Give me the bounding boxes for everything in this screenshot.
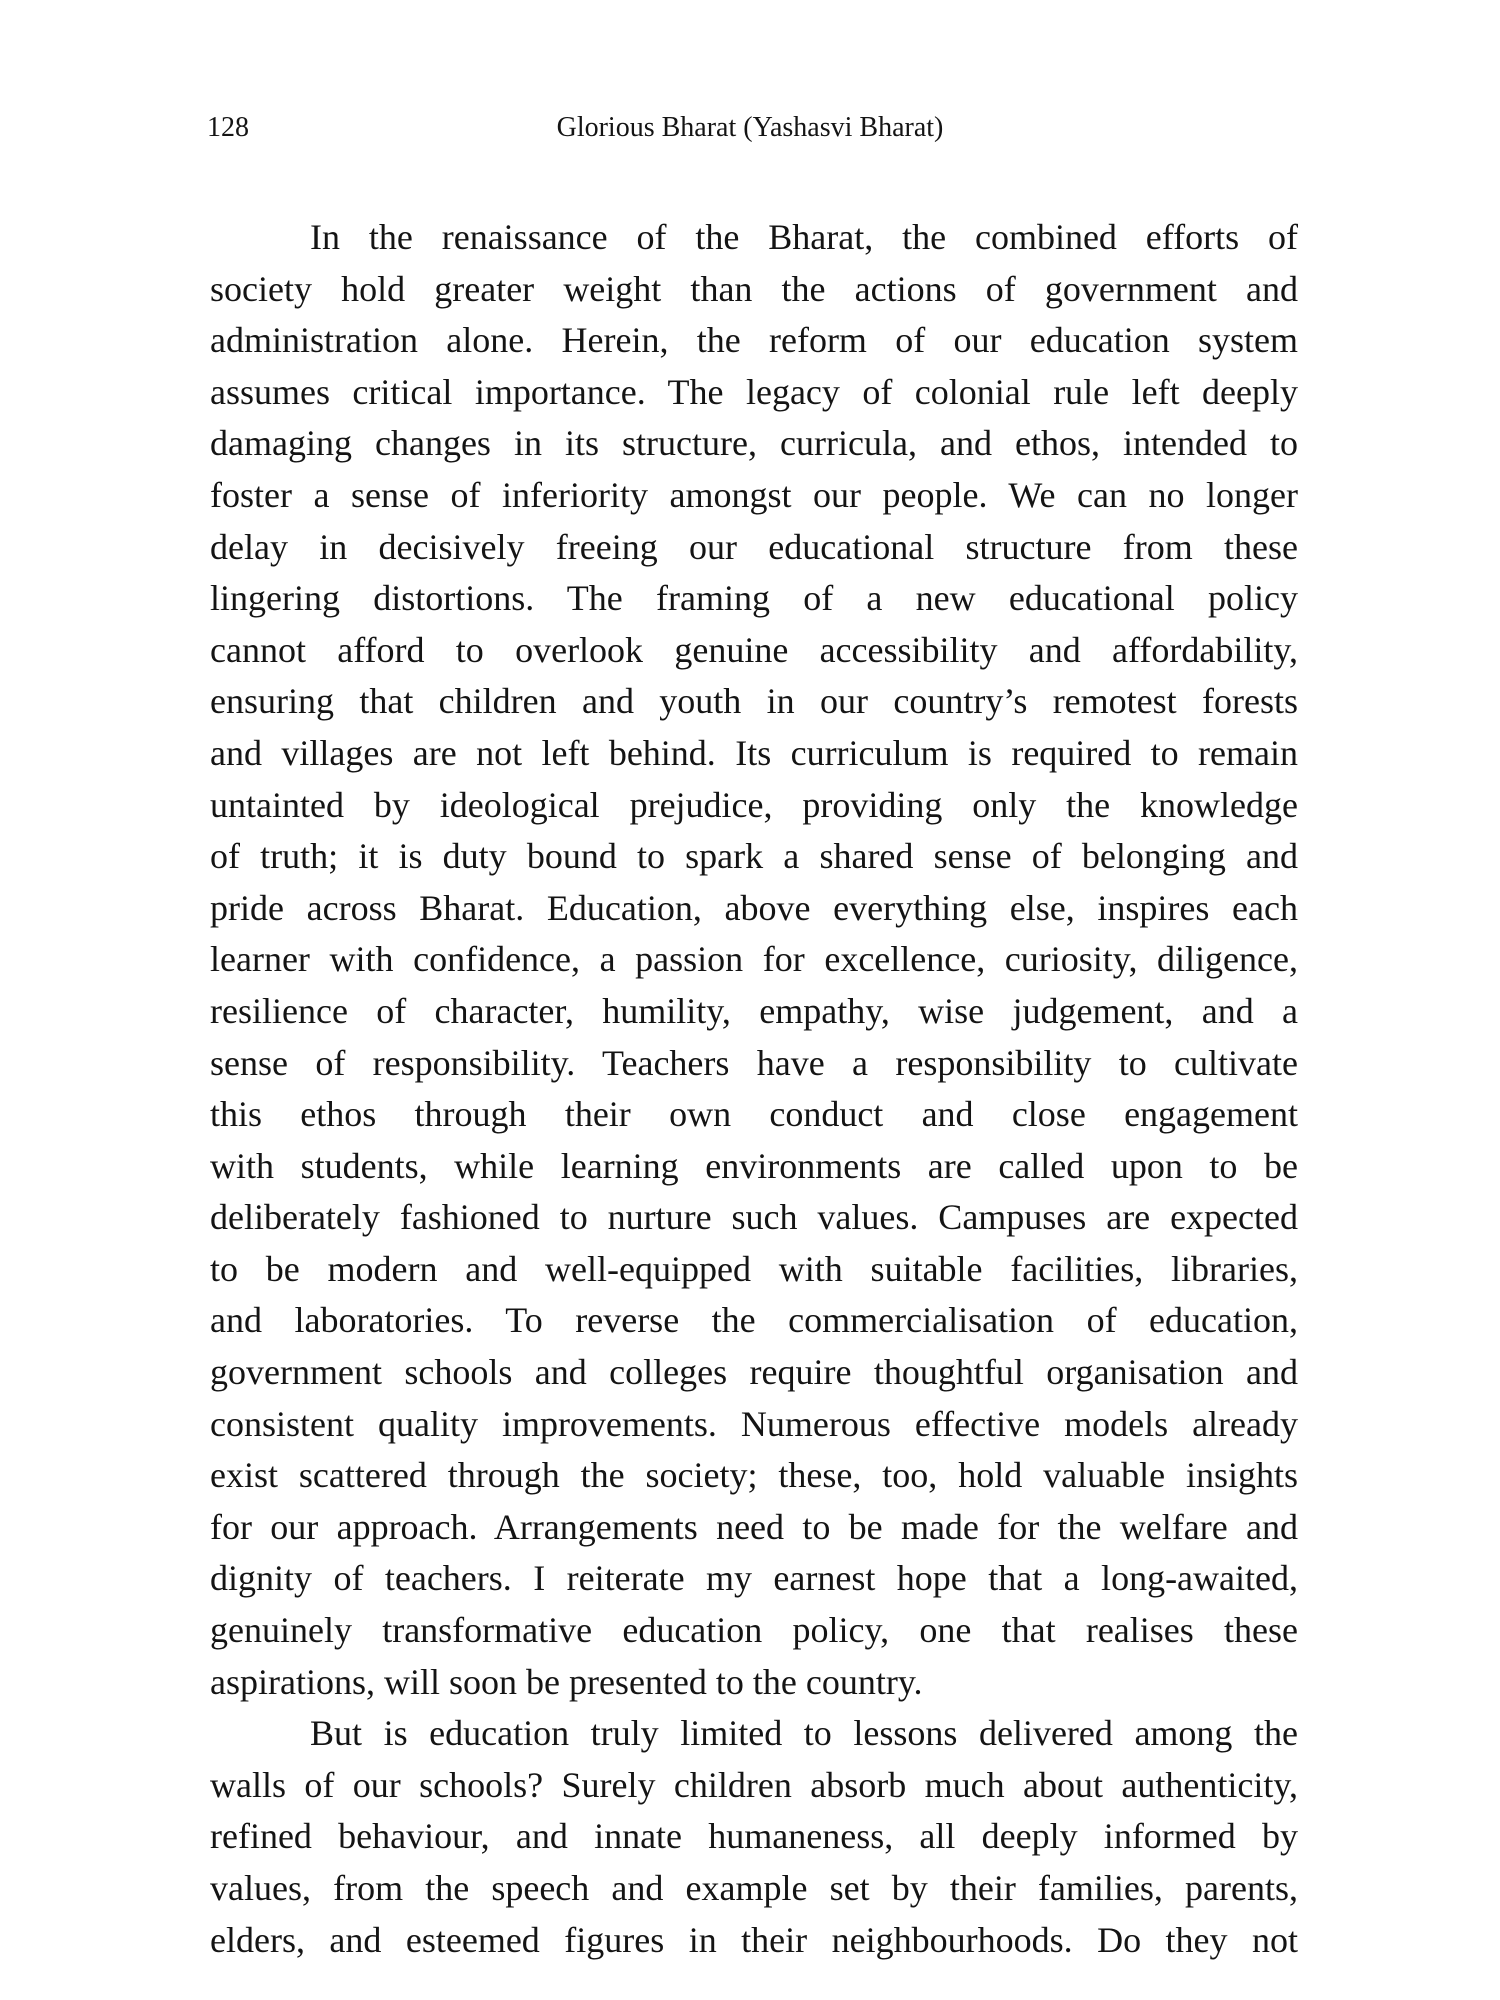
body-text xyxy=(210,212,1298,1966)
text-line: administration alone. Herein, the reform of our education system xyxy=(210,320,1298,361)
text-line: walls of our schools? Surely children absorb much about authenticity, xyxy=(210,1764,1298,1805)
text-line: dignity of teachers. I reiterate my earnest hope that a long-awaited, xyxy=(210,1558,1298,1599)
text-line: to be modern and well-equipped with suitable facilities, libraries, xyxy=(210,1248,1298,1289)
text-line: ensuring that children and youth in our country’s remotest forests xyxy=(210,681,1298,722)
running-title: Glorious Bharat (Yashasvi Bharat) xyxy=(556,112,944,143)
running-head xyxy=(0,108,1500,148)
paragraph-2 xyxy=(210,1708,1298,1966)
text-line: society hold greater weight than the actions of government and xyxy=(210,268,1298,309)
text-line: government schools and colleges require thoughtful organisation and xyxy=(210,1352,1298,1393)
text-line: deliberately fashioned to nurture such values. Campuses are expected xyxy=(210,1197,1298,1238)
text-line: assumes critical importance. The legacy of colonial rule left deeply xyxy=(210,371,1298,412)
text-line: lingering distortions. The framing of a new educational policy xyxy=(210,578,1298,619)
text-line: In the renaissance of the Bharat, the combined efforts of xyxy=(310,217,1298,257)
paragraph-1 xyxy=(210,212,1298,1708)
text-line: with students, while learning environments are called upon to be xyxy=(210,1145,1298,1186)
text-line: exist scattered through the society; these, too, hold valuable insights xyxy=(210,1455,1298,1496)
text-line: genuinely transformative education policy, one that realises these xyxy=(210,1610,1298,1651)
text-line: resilience of character, humility, empathy, wise judgement, and a xyxy=(210,990,1298,1031)
text-line: But is education truly limited to lessons delivered among the xyxy=(310,1713,1298,1754)
text-line: for our approach. Arrangements need to be made for the welfare and xyxy=(210,1506,1298,1547)
text-line: values, from the speech and example set by their families, parents, xyxy=(210,1868,1298,1908)
text-line: and villages are not left behind. Its curriculum is required to remain xyxy=(210,732,1298,773)
page-number: 128 xyxy=(207,112,249,143)
text-line: delay in decisively freeing our educational structure from these xyxy=(210,526,1298,567)
text-line: pride across Bharat. Education, above everything else, inspires each xyxy=(210,887,1298,928)
text-line: damaging changes in its structure, curricula, and ethos, intended to xyxy=(210,423,1298,464)
text-line: cannot afford to overlook genuine accessibility and affordability, xyxy=(210,629,1298,670)
text-line: sense of responsibility. Teachers have a responsibility to cultivate xyxy=(210,1042,1298,1083)
text-line: elders, and esteemed figures in their neighbourhoods. Do they not xyxy=(210,1919,1298,1960)
text-line: aspirations, will soon be presented to the country. xyxy=(210,1661,923,1702)
text-line: foster a sense of inferiority amongst our people. We can no longer xyxy=(210,474,1298,515)
text-line: consistent quality improvements. Numerous effective models already xyxy=(210,1403,1298,1444)
text-line: refined behaviour, and innate humaneness, all deeply informed by xyxy=(210,1816,1298,1857)
text-line: untainted by ideological prejudice, providing only the knowledge xyxy=(210,784,1298,825)
text-line: and laboratories. To reverse the commercialisation of education, xyxy=(210,1300,1298,1341)
text-line: of truth; it is duty bound to spark a shared sense of belonging and xyxy=(210,836,1298,877)
text-line: learner with confidence, a passion for excellence, curiosity, diligence, xyxy=(210,939,1298,980)
text-line: this ethos through their own conduct and close engagement xyxy=(210,1094,1298,1135)
